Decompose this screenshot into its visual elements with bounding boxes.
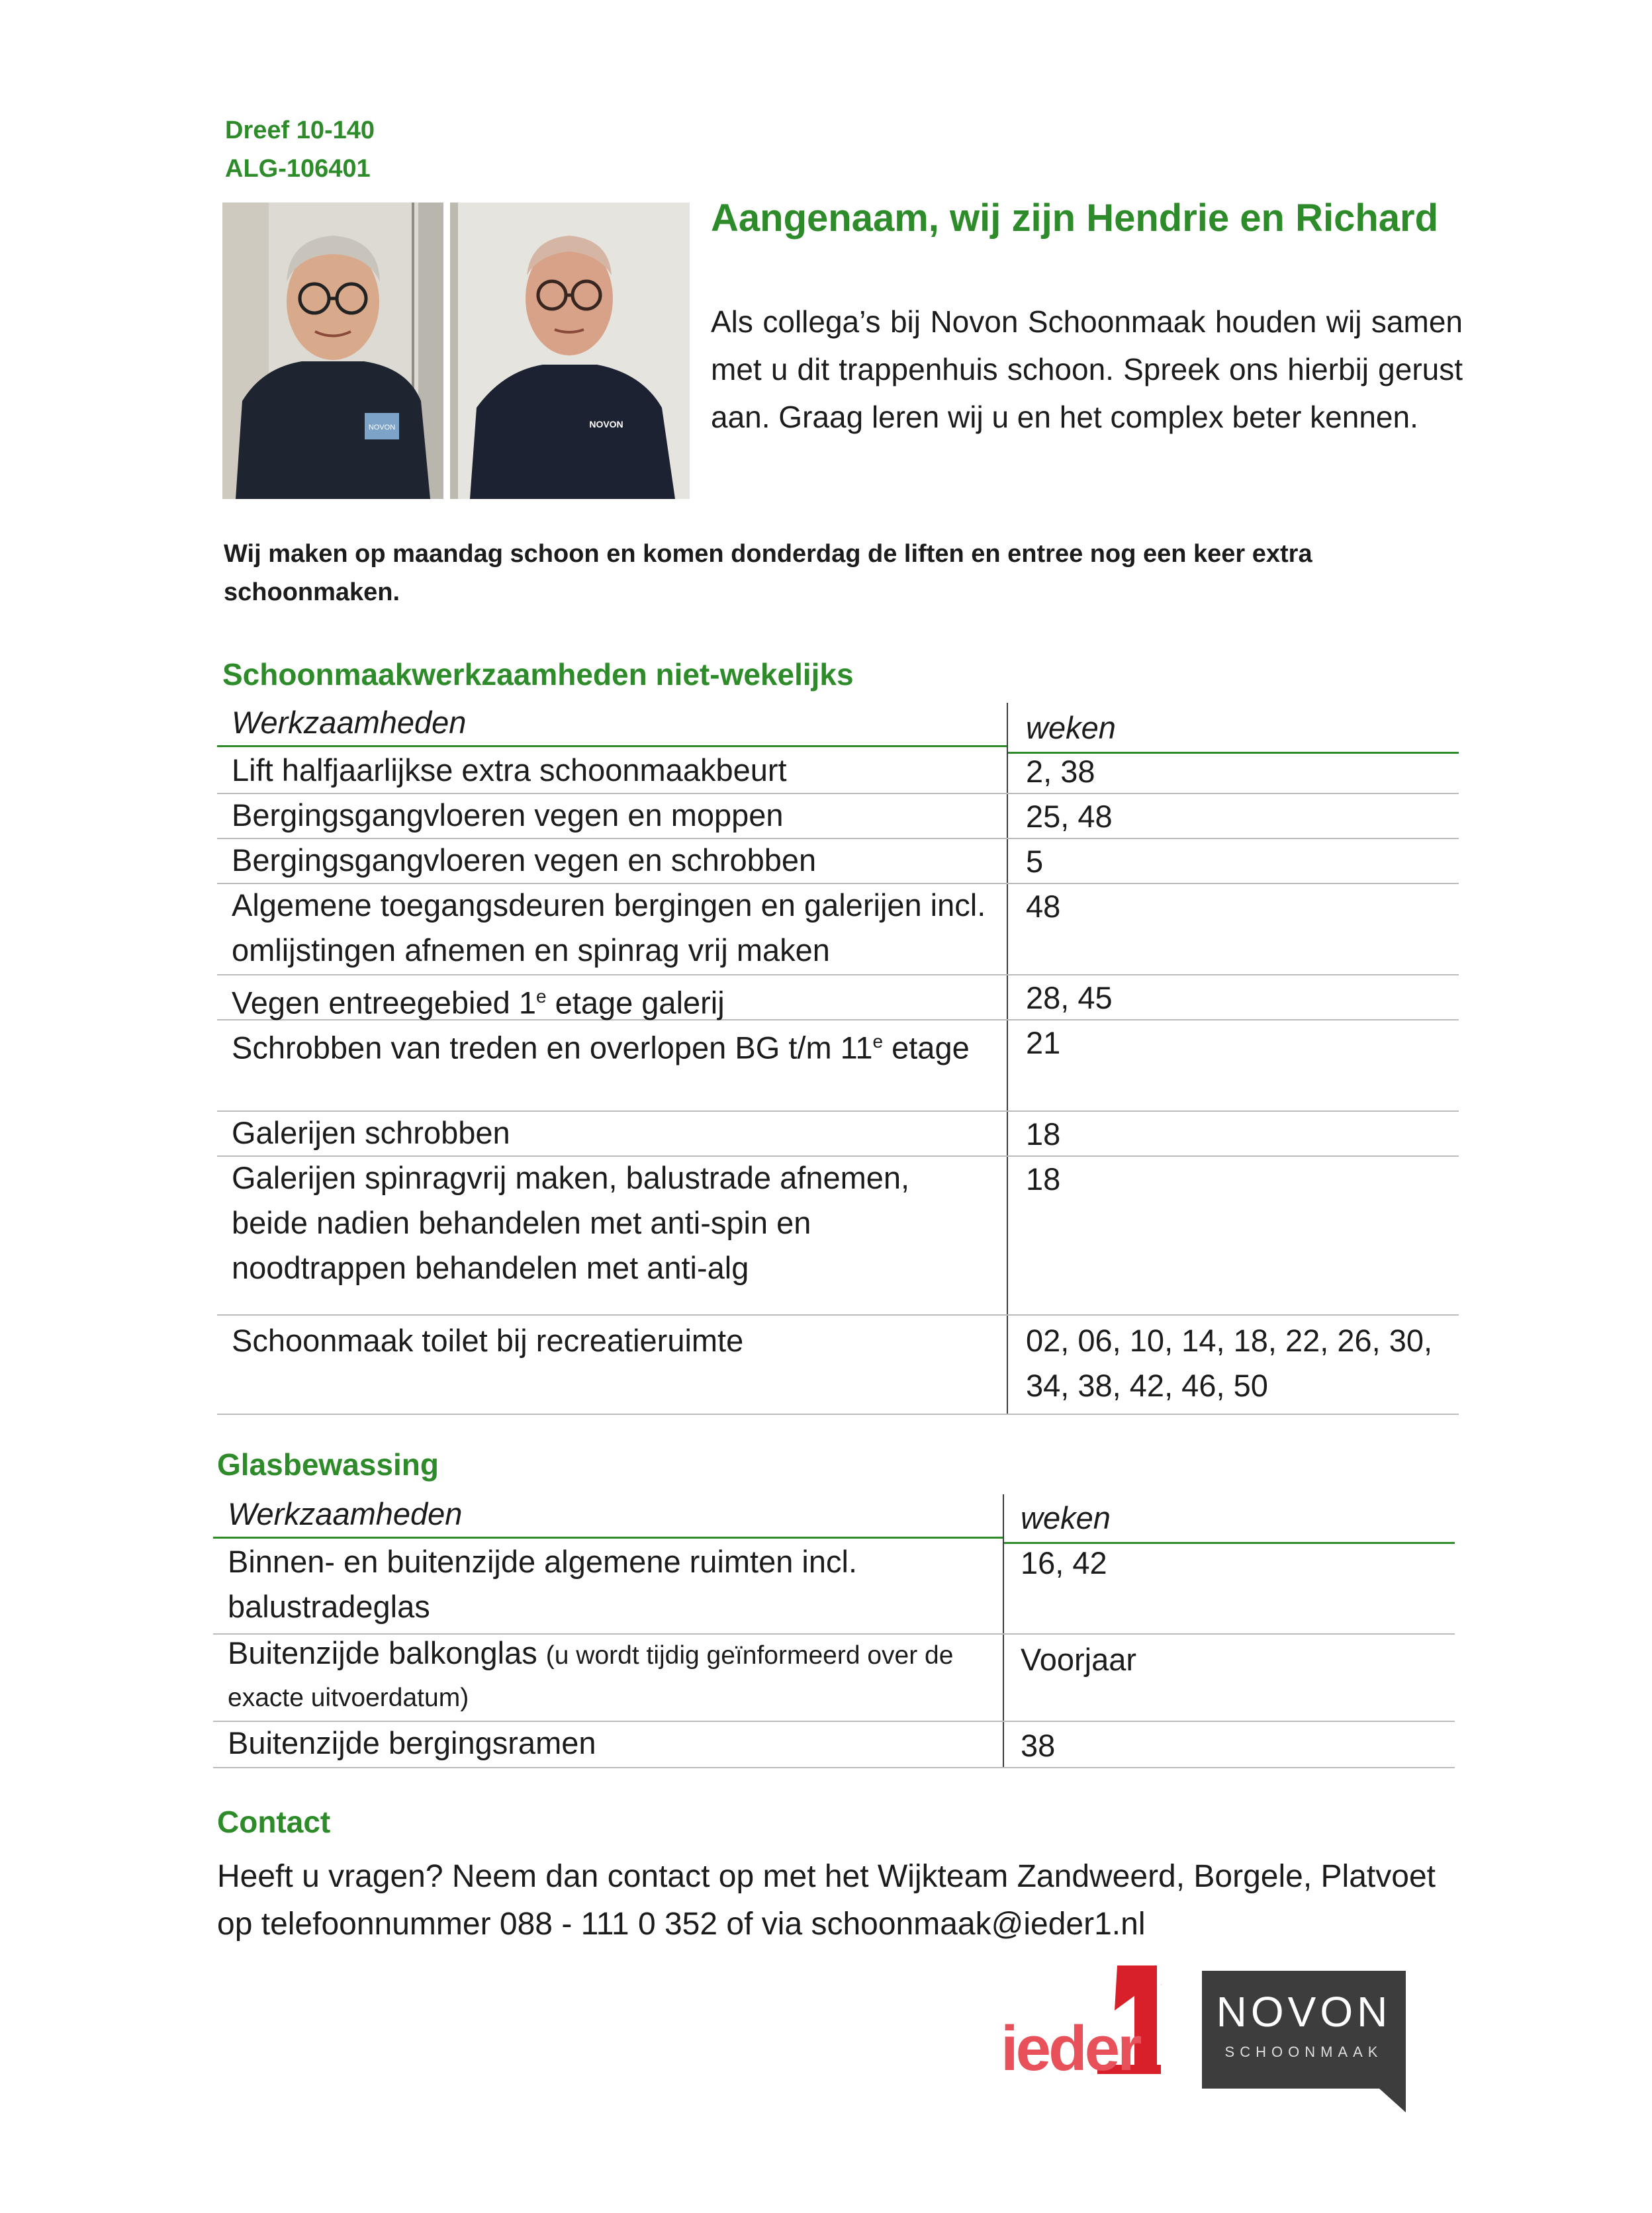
row-task: Bergingsgangvloeren vegen en schrobben [232,842,817,878]
table-row [213,1721,1455,1768]
header-underline [217,745,1008,747]
col-header-weeks: weken [1021,1500,1111,1535]
row-weeks: 18 [1026,1116,1061,1152]
row-weeks: 2, 38 [1026,754,1095,789]
row-task: Galerijen schrobben [232,1115,510,1150]
row-task: Schoonmaak toilet bij recreatieruimte [232,1323,744,1358]
row-weeks: 5 [1026,844,1044,879]
row-task: Bergingsgangvloeren vegen en moppen [232,797,784,833]
row-weeks: 38 [1021,1728,1056,1763]
row-task-text: Vegen entreegebied 1 [232,985,536,1020]
ieder1-digit: 1 [1161,1985,1162,1986]
row-task: Algemene toegangsdeuren bergingen en galerijen incl. omlijstingen afnemen en spinrag vrij maken [232,887,986,968]
row-weeks: 16, 42 [1021,1545,1107,1580]
table-row [217,974,1459,1020]
table-row [217,883,1459,975]
ieder1-logo [998,1959,1190,2085]
row-weeks: 25, 48 [1026,799,1113,834]
ieder1-word: ieder [1001,2013,1140,2084]
row-weeks: Voorjaar [1021,1642,1137,1677]
table-row [217,1019,1459,1112]
reference-number: ALG-106401 [225,155,371,183]
reference-block [225,111,375,188]
table-row [213,1633,1455,1722]
row-task-note: (u wordt tijdig geïnformeerd over de exacte uitvoerdatum) [228,1641,954,1712]
novon-logo [1202,1971,1406,2112]
row-task: Galerijen spinragvrij maken, balustrade afnemen, beide nadien behandelen met anti-spin en noodtrappen behandelen met anti-alg [232,1160,910,1285]
photo-badge-1: NOVON [368,424,396,431]
row-task-text-end: etage galerij [546,985,725,1020]
row-task-text: Schrobben van treden en overlopen BG t/m 11 [232,1030,873,1065]
contact-text: Heeft u vragen? Neem dan contact op met het Wijkteam Zandweerd, Borgele, Platvoet op telefoonnummer 088 - 111 0 352 of via schoonmaak@ieder1.nl [217,1859,1436,1942]
row-task [232,974,993,1026]
row-task [228,1633,982,1718]
non-weekly-title: Schoonmaakwerkzaamheden niet-wekelijks [222,657,854,692]
row-task: Lift halfjaarlijkse extra schoonmaakbeurt [232,752,787,788]
contact-title: Contact [217,1805,331,1839]
row-task-superscript: e [535,986,547,1007]
schedule-note: Wij maken op maandag schoon en komen donderdag de liften en entree nog een keer extra schoonmaken. [224,540,1312,606]
novon-subtitle: SCHOONMAAK [1224,2044,1383,2060]
glass-title: Glasbewassing [217,1447,439,1482]
row-task: Buitenzijde bergingsramen [228,1725,596,1760]
intro-text: Als collega’s bij Novon Schoonmaak houden wij samen met u dit trappenhuis schoon. Spreek ons hierbij gerust aan. Graag leren wij u en het complex beter kennen. [711,304,1463,434]
address-label: Dreef 10-140 [225,116,375,144]
row-weeks: 21 [1026,1025,1061,1060]
col-header-task: Werkzaamheden [228,1496,463,1531]
table-row [217,748,1459,794]
intro-heading: Aangenaam, wij zijn Hendrie en Richard [711,197,1439,240]
col-header-task: Werkzaamheden [232,705,467,740]
row-weeks: 48 [1026,889,1061,924]
photo-hendrie [222,203,443,499]
table-row [217,1314,1459,1415]
row-task-superscript: e [872,1031,884,1052]
row-weeks: 18 [1026,1161,1061,1197]
row-weeks: 02, 06, 10, 14, 18, 22, 26, 30, 34, 38, 42, 46, 50 [1026,1323,1433,1403]
table-row [217,1110,1459,1157]
non-weekly-table [217,700,1459,1415]
col-header-weeks: weken [1026,710,1116,745]
row-task: Binnen- en buitenzijde algemene ruimten incl. balustradeglas [228,1544,858,1624]
photo-richard [450,203,690,499]
table-row [217,838,1459,884]
novon-name: NOVON [1216,1988,1392,2036]
photo-badge-2: NOVON [589,419,623,429]
row-weeks: 28, 45 [1026,980,1113,1015]
table-row [217,793,1459,839]
table-row [213,1539,1455,1635]
team-photos [222,203,690,499]
glass-table [213,1492,1455,1770]
row-task [232,1019,980,1071]
row-task-text: Buitenzijde balkonglas [228,1635,537,1670]
table-row [217,1155,1459,1316]
header-underline [213,1537,1004,1539]
row-task-text-end: etage [883,1030,970,1065]
